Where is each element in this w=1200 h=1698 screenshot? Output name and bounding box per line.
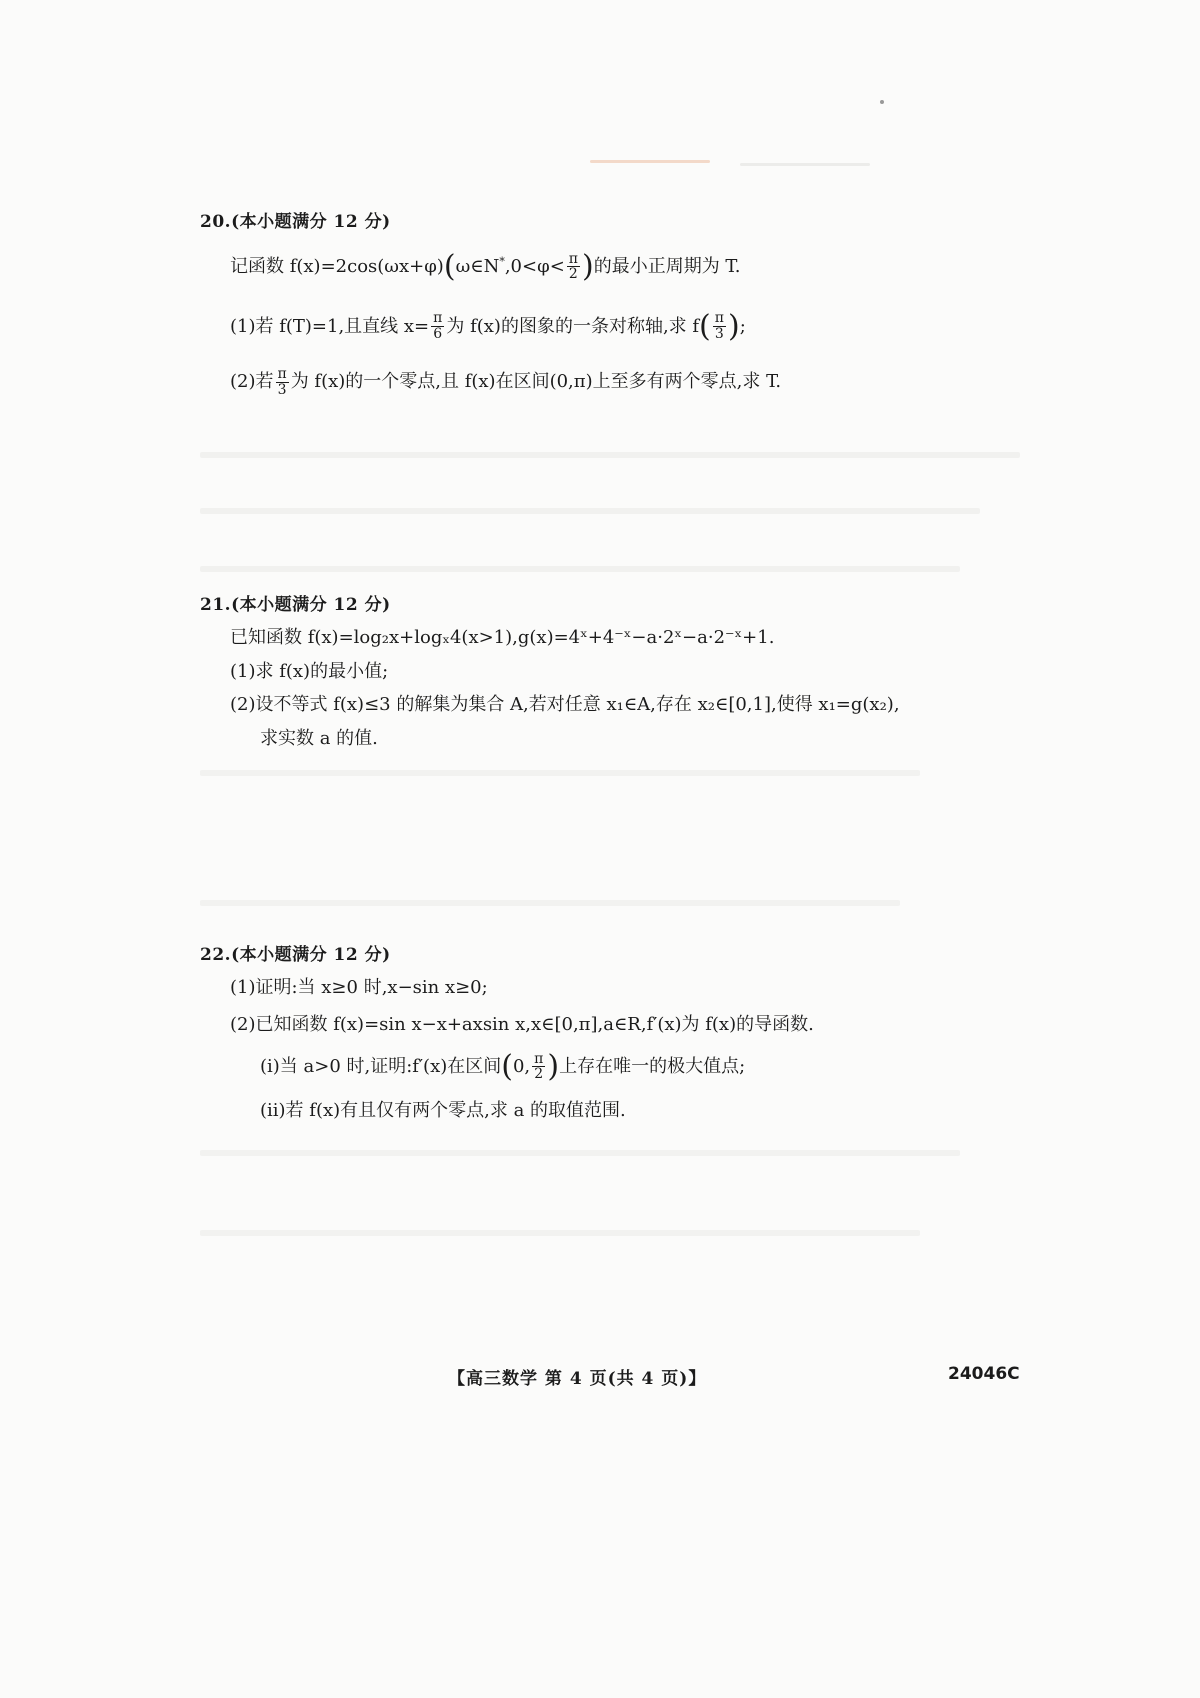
question-22-part-2-i-a: (ⅰ)当 a>0 时,证明:f′(x)在区间 [260, 1055, 502, 1077]
fraction-denominator: 2 [534, 1066, 544, 1083]
fraction-numerator: π [714, 310, 724, 327]
question-20-part-1-b: 为 f(x)的图象的一条对称轴,求 f [446, 315, 700, 337]
question-20-stem-part-b: 的最小正周期为 T. [593, 255, 741, 277]
fraction-numerator: π [534, 1050, 544, 1067]
paren-right: ) [727, 308, 740, 344]
fraction-numerator: π [433, 310, 443, 327]
question-20-part-1 [200, 308, 1020, 346]
question-22-part-2-i [200, 1048, 1020, 1086]
fraction-pi-over-6 [431, 311, 444, 341]
fraction-numerator: π [568, 250, 578, 267]
question-20-part-1-end: ; [739, 315, 746, 337]
bleed-through-mark [880, 100, 884, 104]
bleed-through-mark [200, 900, 900, 906]
question-20-condition-a: ω∈N [455, 255, 500, 277]
fraction-pi-over-2 [567, 252, 580, 282]
bleed-through-mark [740, 163, 870, 166]
question-20-part-2-b: 为 f(x)的一个零点,且 f(x)在区间(0,π)上至多有两个零点,求 T. [290, 371, 782, 393]
question-20-part-1-a: (1)若 f(T)=1,且直线 x= [230, 315, 430, 337]
paren-left: ( [699, 308, 711, 344]
page-footer: 【高三数学 第 4 页(共 4 页)】 [448, 1369, 707, 1389]
question-20-stem [200, 248, 1020, 286]
question-20-part-2 [200, 367, 1020, 397]
bleed-through-mark [200, 1150, 960, 1156]
bleed-through-mark [200, 452, 1020, 458]
fraction-denominator: 3 [714, 325, 724, 342]
exam-code: 24046C [948, 1364, 1020, 1384]
fraction-denominator: 2 [568, 266, 578, 283]
bleed-through-mark [590, 160, 710, 163]
question-21 [200, 590, 1020, 750]
question-20-stem-part-a: 记函数 f(x)=2cos(ωx+φ) [230, 255, 444, 277]
question-21-stem: 已知函数 f(x)=log₂x+logₓ4(x>1),g(x)=4ˣ+4⁻ˣ−a·2ˣ−a·2⁻ˣ+1. [230, 627, 775, 648]
paren-left: ( [501, 1049, 513, 1084]
fraction-denominator: 6 [433, 325, 443, 342]
question-21-part-2: (2)设不等式 f(x)≤3 的解集为集合 A,若对任意 x₁∈A,存在 x₂∈[0,1],使得 x₁=g(x₂), [230, 694, 900, 715]
question-22 [200, 940, 1020, 1122]
question-20-condition-sup: * [499, 254, 505, 268]
question-22-part-2-i-b: 上存在唯一的极大值点; [559, 1055, 746, 1077]
bleed-through-mark [200, 1230, 920, 1236]
question-22-part-2: (2)已知函数 f(x)=sin x−x+axsin x,x∈[0,π],a∈R,f′(x)为 f(x)的导函数. [230, 1013, 814, 1035]
bleed-through-mark [200, 770, 920, 776]
question-20 [200, 207, 1020, 397]
bleed-through-mark [200, 566, 960, 572]
fraction-pi-over-2 [532, 1052, 545, 1082]
question-21-title: 21.(本小题满分 12 分) [200, 595, 391, 615]
question-20-title: 20.(本小题满分 12 分) [200, 212, 391, 232]
question-22-title: 22.(本小题满分 12 分) [200, 945, 391, 965]
fraction-numerator: π [277, 366, 287, 382]
question-21-part-2-continued: 求实数 a 的值. [260, 727, 378, 749]
question-20-condition-b: ,0<φ< [504, 255, 565, 277]
question-21-part-1: (1)求 f(x)的最小值; [230, 660, 389, 682]
fraction-pi-over-3 [276, 367, 289, 397]
paren-left: ( [443, 249, 456, 284]
question-22-part-2-ii: (ⅱ)若 f(x)有且仅有两个零点,求 a 的取值范围. [260, 1099, 626, 1121]
interval-left: 0, [512, 1055, 531, 1077]
paren-right: ) [581, 249, 594, 284]
bleed-through-mark [200, 508, 980, 514]
fraction-denominator: 3 [277, 381, 287, 398]
paren-right: ) [547, 1049, 560, 1084]
question-22-part-1: (1)证明:当 x≥0 时,x−sin x≥0; [230, 977, 488, 998]
question-20-part-2-a: (2)若 [230, 371, 274, 393]
fraction-pi-over-3 [713, 311, 726, 341]
